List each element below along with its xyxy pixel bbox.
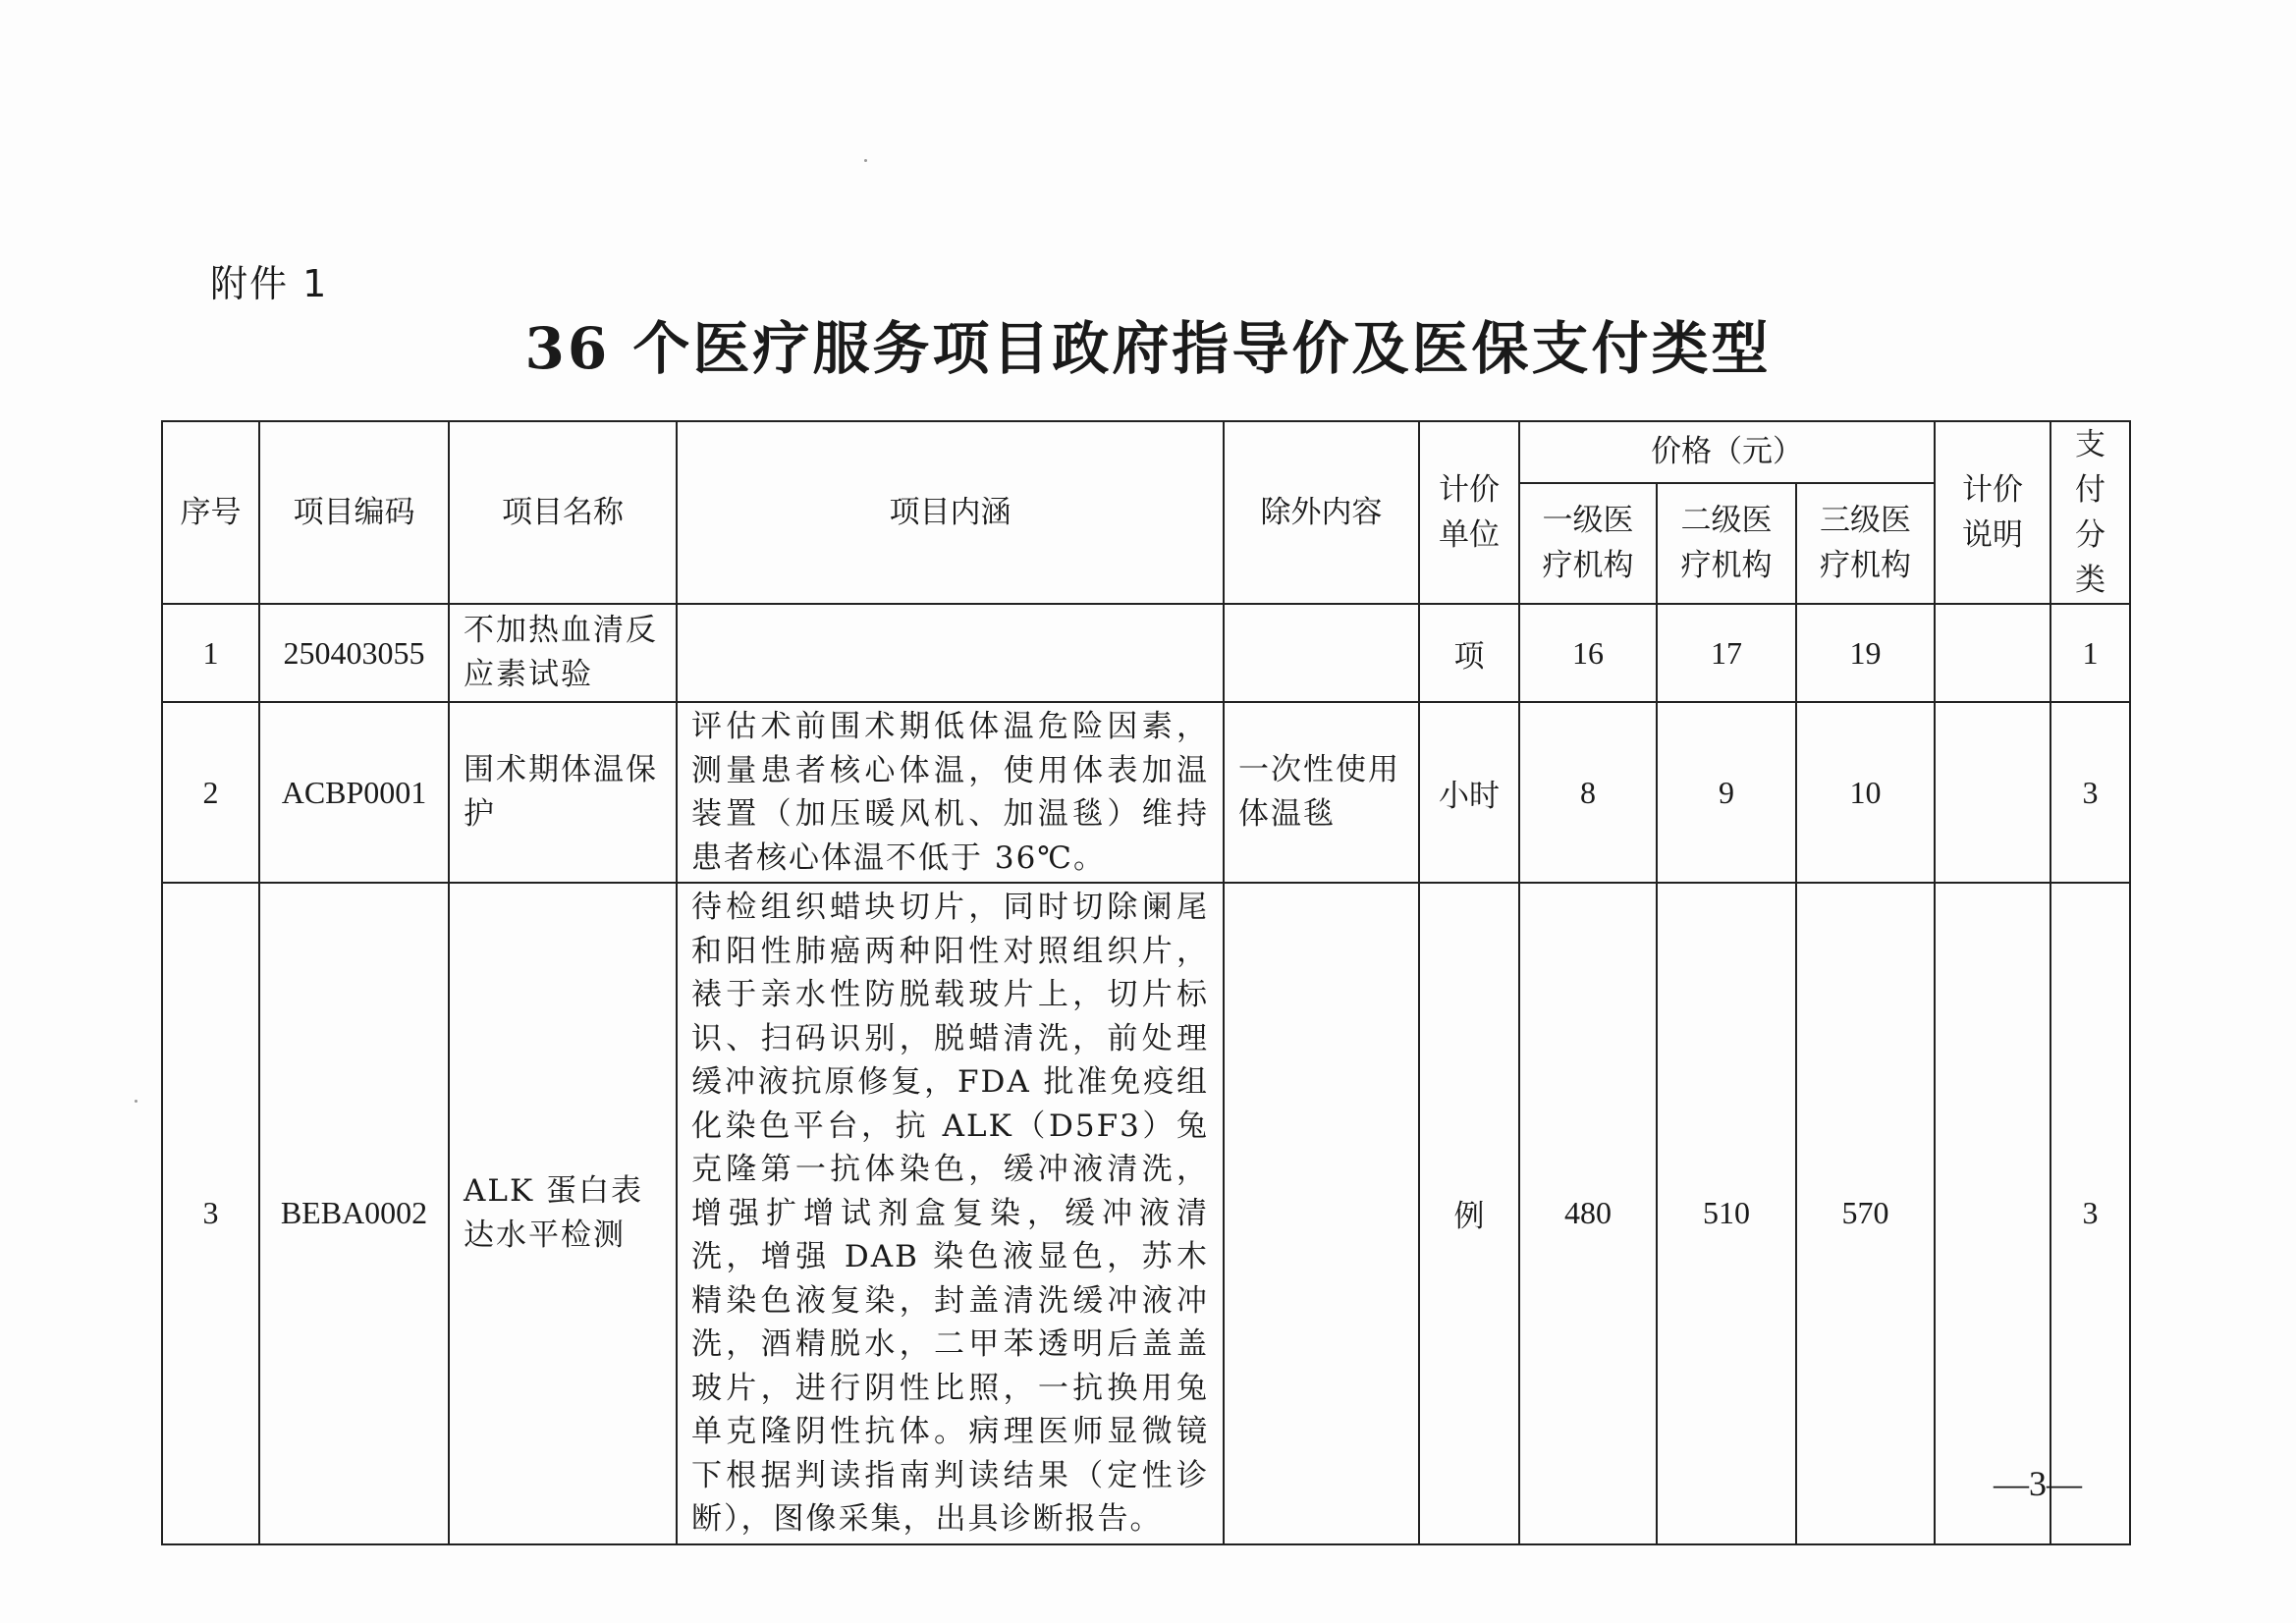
row-seq: 1 (162, 604, 259, 702)
row-level3-price: 570 (1796, 883, 1935, 1544)
row-level1-price: 16 (1519, 604, 1657, 702)
row-content (677, 604, 1224, 702)
row-pricing-note (1935, 604, 2050, 702)
row-exclusion (1224, 883, 1419, 1544)
row-exclusion: 一次性使用体温毯 (1224, 702, 1419, 883)
table-row (162, 883, 2130, 1544)
row-level1-price: 8 (1519, 702, 1657, 883)
header-content: 项目内涵 (677, 421, 1224, 604)
row-name: 不加热血清反应素试验 (449, 604, 677, 702)
row-pricing-note (1935, 883, 2050, 1544)
row-seq: 3 (162, 883, 259, 1544)
row-level3-price: 10 (1796, 702, 1935, 883)
row-payment-type: 3 (2050, 702, 2130, 883)
header-payment-type: 支付分类 (2050, 421, 2130, 604)
row-level2-price: 510 (1657, 883, 1796, 1544)
attachment-label: 附件 1 (210, 262, 329, 305)
page-title: 36 个医疗服务项目政府指导价及医保支付类型 (524, 315, 1772, 382)
table-row (162, 702, 2130, 883)
header-exclusion: 除外内容 (1224, 421, 1419, 604)
row-content: 待检组织蜡块切片，同时切除阑尾和阳性肺癌两种阳性对照组织片，裱于亲水性防脱载玻片上，切片标识、扫码识别，脱蜡清洗，前处理缓冲液抗原修复，FDA 批准免疫组化染色平台，抗 ALK（D5F3）兔克隆第一抗体染色，缓冲液清洗，增强扩增试剂盒复染，缓冲液清洗，增强 DAB 染色液显色，苏木精染色液复染，封盖清洗缓冲液冲洗，酒精脱水，二甲苯透明后盖盖玻片，进行阴性比照，一抗换用兔单克隆阴性抗体。病理医师显微镜下根据判读指南判读结果（定性诊断），图像采集，出具诊断报告。 (677, 883, 1224, 1544)
row-unit: 例 (1419, 883, 1519, 1544)
row-name: ALK 蛋白表达水平检测 (449, 883, 677, 1544)
header-name: 项目名称 (449, 421, 677, 604)
row-level2-price: 17 (1657, 604, 1796, 702)
row-level1-price: 480 (1519, 883, 1657, 1544)
price-table (161, 420, 2131, 1545)
row-payment-type: 1 (2050, 604, 2130, 702)
scan-dot (864, 159, 867, 162)
row-payment-type: 3 (2050, 883, 2130, 1544)
header-pricing-note: 计价说明 (1935, 421, 2050, 604)
header-seq: 序号 (162, 421, 259, 604)
row-level2-price: 9 (1657, 702, 1796, 883)
row-exclusion (1224, 604, 1419, 702)
row-unit: 小时 (1419, 702, 1519, 883)
header-level2: 二级医疗机构 (1657, 483, 1796, 604)
header-code: 项目编码 (259, 421, 449, 604)
row-code: BEBA0002 (259, 883, 449, 1544)
header-price-group: 价格（元） (1519, 421, 1935, 483)
row-pricing-note (1935, 702, 2050, 883)
row-unit: 项 (1419, 604, 1519, 702)
row-level3-price: 19 (1796, 604, 1935, 702)
row-code: ACBP0001 (259, 702, 449, 883)
row-content: 评估术前围术期低体温危险因素，测量患者核心体温，使用体表加温装置（加压暖风机、加温毯）维持患者核心体温不低于 36℃。 (677, 702, 1224, 883)
table-row (162, 604, 2130, 702)
header-level1: 一级医疗机构 (1519, 483, 1657, 604)
row-name: 围术期体温保护 (449, 702, 677, 883)
page-number: —3— (1994, 1464, 2082, 1503)
header-level3: 三级医疗机构 (1796, 483, 1935, 604)
row-code: 250403055 (259, 604, 449, 702)
row-seq: 2 (162, 702, 259, 883)
scan-dot (135, 1100, 137, 1103)
header-unit: 计价单位 (1419, 421, 1519, 604)
